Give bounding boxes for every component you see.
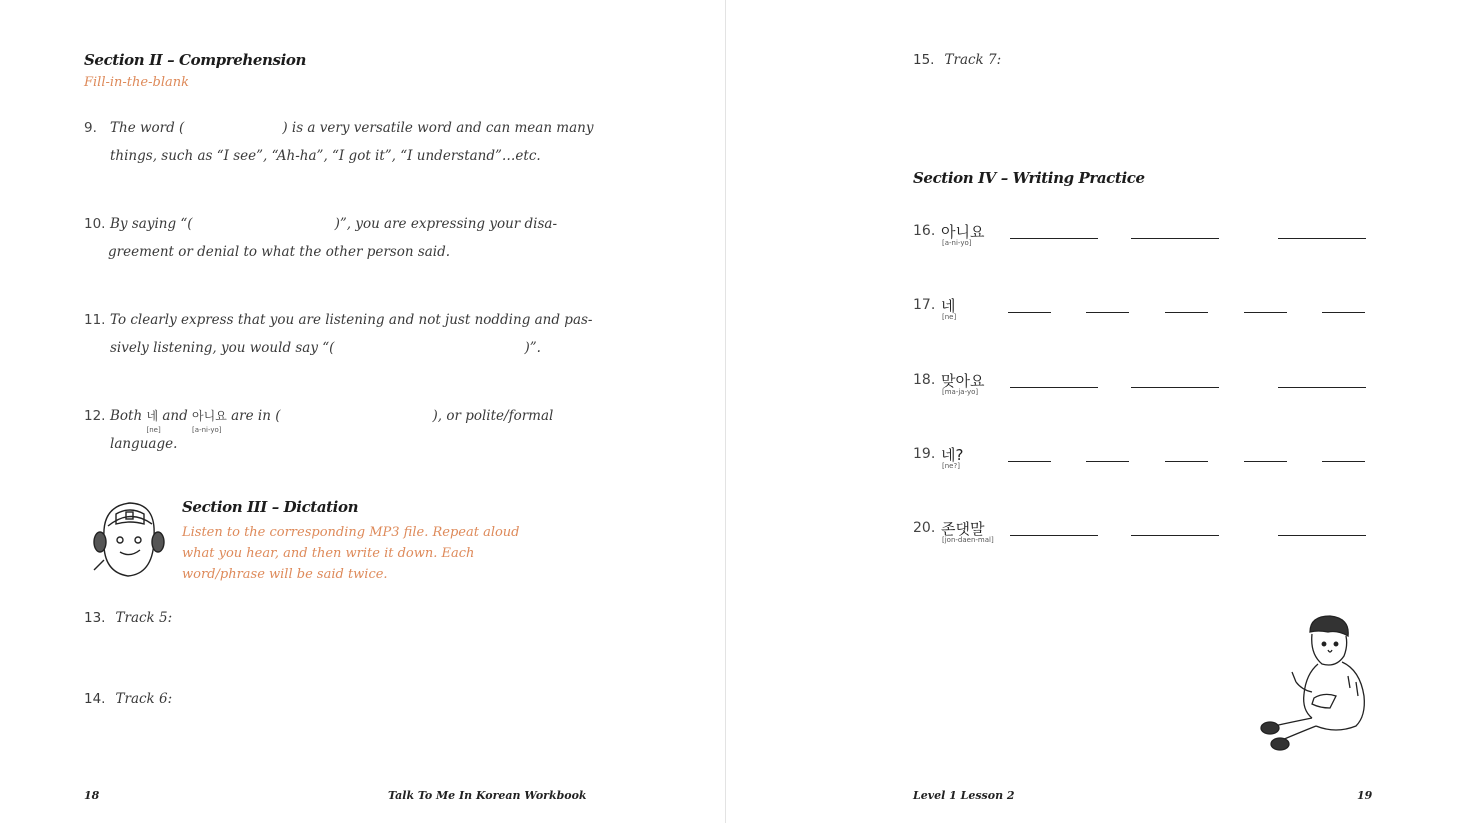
question-text: language. [110, 436, 178, 452]
question-10 [84, 214, 558, 264]
writing-line[interactable] [1086, 461, 1129, 462]
track-15 [913, 52, 1001, 68]
question-number: 14. [84, 691, 106, 707]
korean-word: 네? [941, 446, 964, 464]
question-text: The word ( [110, 120, 185, 136]
question-number: 18. [913, 372, 936, 388]
writing-line[interactable] [1086, 312, 1129, 313]
left-page [0, 0, 725, 823]
writing-line[interactable] [1131, 535, 1219, 536]
question-text: )”, you are expressing your disa- [334, 216, 558, 232]
korean-word: 네 [941, 297, 956, 315]
page-number-left: 18 [84, 789, 100, 802]
question-text: Both [110, 408, 143, 424]
korean-word: 존댓말 [941, 520, 985, 538]
question-text: By saying “( [110, 216, 193, 232]
section-3-title: Section III – Dictation [182, 498, 359, 516]
question-number: 9. [84, 120, 97, 136]
question-text: are in ( [231, 408, 281, 424]
writing-line[interactable] [1322, 312, 1365, 313]
student-with-headphones-illustration [90, 498, 165, 580]
writing-line[interactable] [1131, 238, 1219, 239]
question-text: sively listening, you would say “( [110, 340, 335, 356]
track-14 [84, 691, 172, 707]
romanization: [jon-daen-mal] [942, 536, 994, 544]
section-2-subtitle: Fill-in-the-blank [84, 75, 189, 90]
writing-row-17 [913, 297, 1373, 327]
romanization: [a-ni-yo] [192, 426, 222, 434]
writing-line[interactable] [1008, 461, 1051, 462]
question-text: and [162, 408, 188, 424]
question-number: 10. [84, 216, 106, 232]
question-9 [84, 118, 594, 168]
writing-line[interactable] [1165, 461, 1208, 462]
question-text: )”. [524, 340, 541, 356]
romanization: [ma-ja-yo] [942, 388, 979, 396]
writing-row-16 [913, 223, 1373, 253]
writing-line[interactable] [1322, 461, 1365, 462]
track-13 [84, 610, 172, 626]
writing-line[interactable] [1131, 387, 1219, 388]
dictation-instructions: Listen to the corresponding MP3 file. Repeat aloud what you hear, and then write it down. Each word/phrase will be said twice. [182, 525, 520, 582]
writing-row-18 [913, 372, 1373, 402]
section-4-title: Section IV – Writing Practice [913, 169, 1145, 187]
writing-line[interactable] [1010, 387, 1098, 388]
question-text: ) is a very versatile word and can mean many [282, 120, 594, 136]
romanization: [ne] [942, 313, 957, 321]
question-number: 13. [84, 610, 106, 626]
question-number: 12. [84, 408, 106, 424]
romanization: [ne?] [942, 462, 960, 470]
question-number: 19. [913, 446, 936, 462]
korean-word-ne: 네 [ne] [146, 406, 158, 426]
writing-line[interactable] [1278, 535, 1366, 536]
writing-row-20 [913, 520, 1373, 550]
writing-row-19 [913, 446, 1373, 476]
question-12 [84, 406, 554, 456]
writing-line[interactable] [1165, 312, 1208, 313]
writing-line[interactable] [1244, 312, 1287, 313]
writing-line[interactable] [1278, 387, 1366, 388]
question-number: 17. [913, 297, 936, 313]
question-text: To clearly express that you are listening and not just nodding and pas- [110, 312, 593, 328]
section-2-title: Section II – Comprehension [84, 51, 307, 69]
question-11 [84, 310, 593, 360]
korean-word-aniyo: 아니요 [a-ni-yo] [192, 406, 227, 426]
question-text: greement or denial to what the other person said. [108, 244, 451, 260]
romanization: [ne] [146, 426, 161, 434]
track-label: Track 7: [944, 52, 1002, 68]
question-number: 20. [913, 520, 936, 536]
writing-line[interactable] [1008, 312, 1051, 313]
question-number: 11. [84, 312, 106, 328]
page-number-right: 19 [1357, 789, 1373, 802]
korean-word: 맞아요 [941, 372, 985, 390]
question-number: 16. [913, 223, 936, 239]
question-text: ), or polite/formal [432, 408, 554, 424]
book-title-footer: Talk To Me In Korean Workbook [388, 789, 587, 802]
romanization: [a-ni-yo] [942, 239, 972, 247]
track-label: Track 5: [115, 610, 173, 626]
question-text: things, such as “I see”, “Ah-ha”, “I got it”, “I understand”…etc. [110, 148, 541, 164]
lesson-footer: Level 1 Lesson 2 [913, 789, 1015, 802]
korean-word: 아니요 [941, 223, 985, 241]
student-writing-illustration [1252, 612, 1372, 754]
writing-line[interactable] [1010, 238, 1098, 239]
track-label: Track 6: [115, 691, 173, 707]
question-number: 15. [913, 52, 935, 68]
writing-line[interactable] [1278, 238, 1366, 239]
writing-line[interactable] [1244, 461, 1287, 462]
writing-line[interactable] [1010, 535, 1098, 536]
